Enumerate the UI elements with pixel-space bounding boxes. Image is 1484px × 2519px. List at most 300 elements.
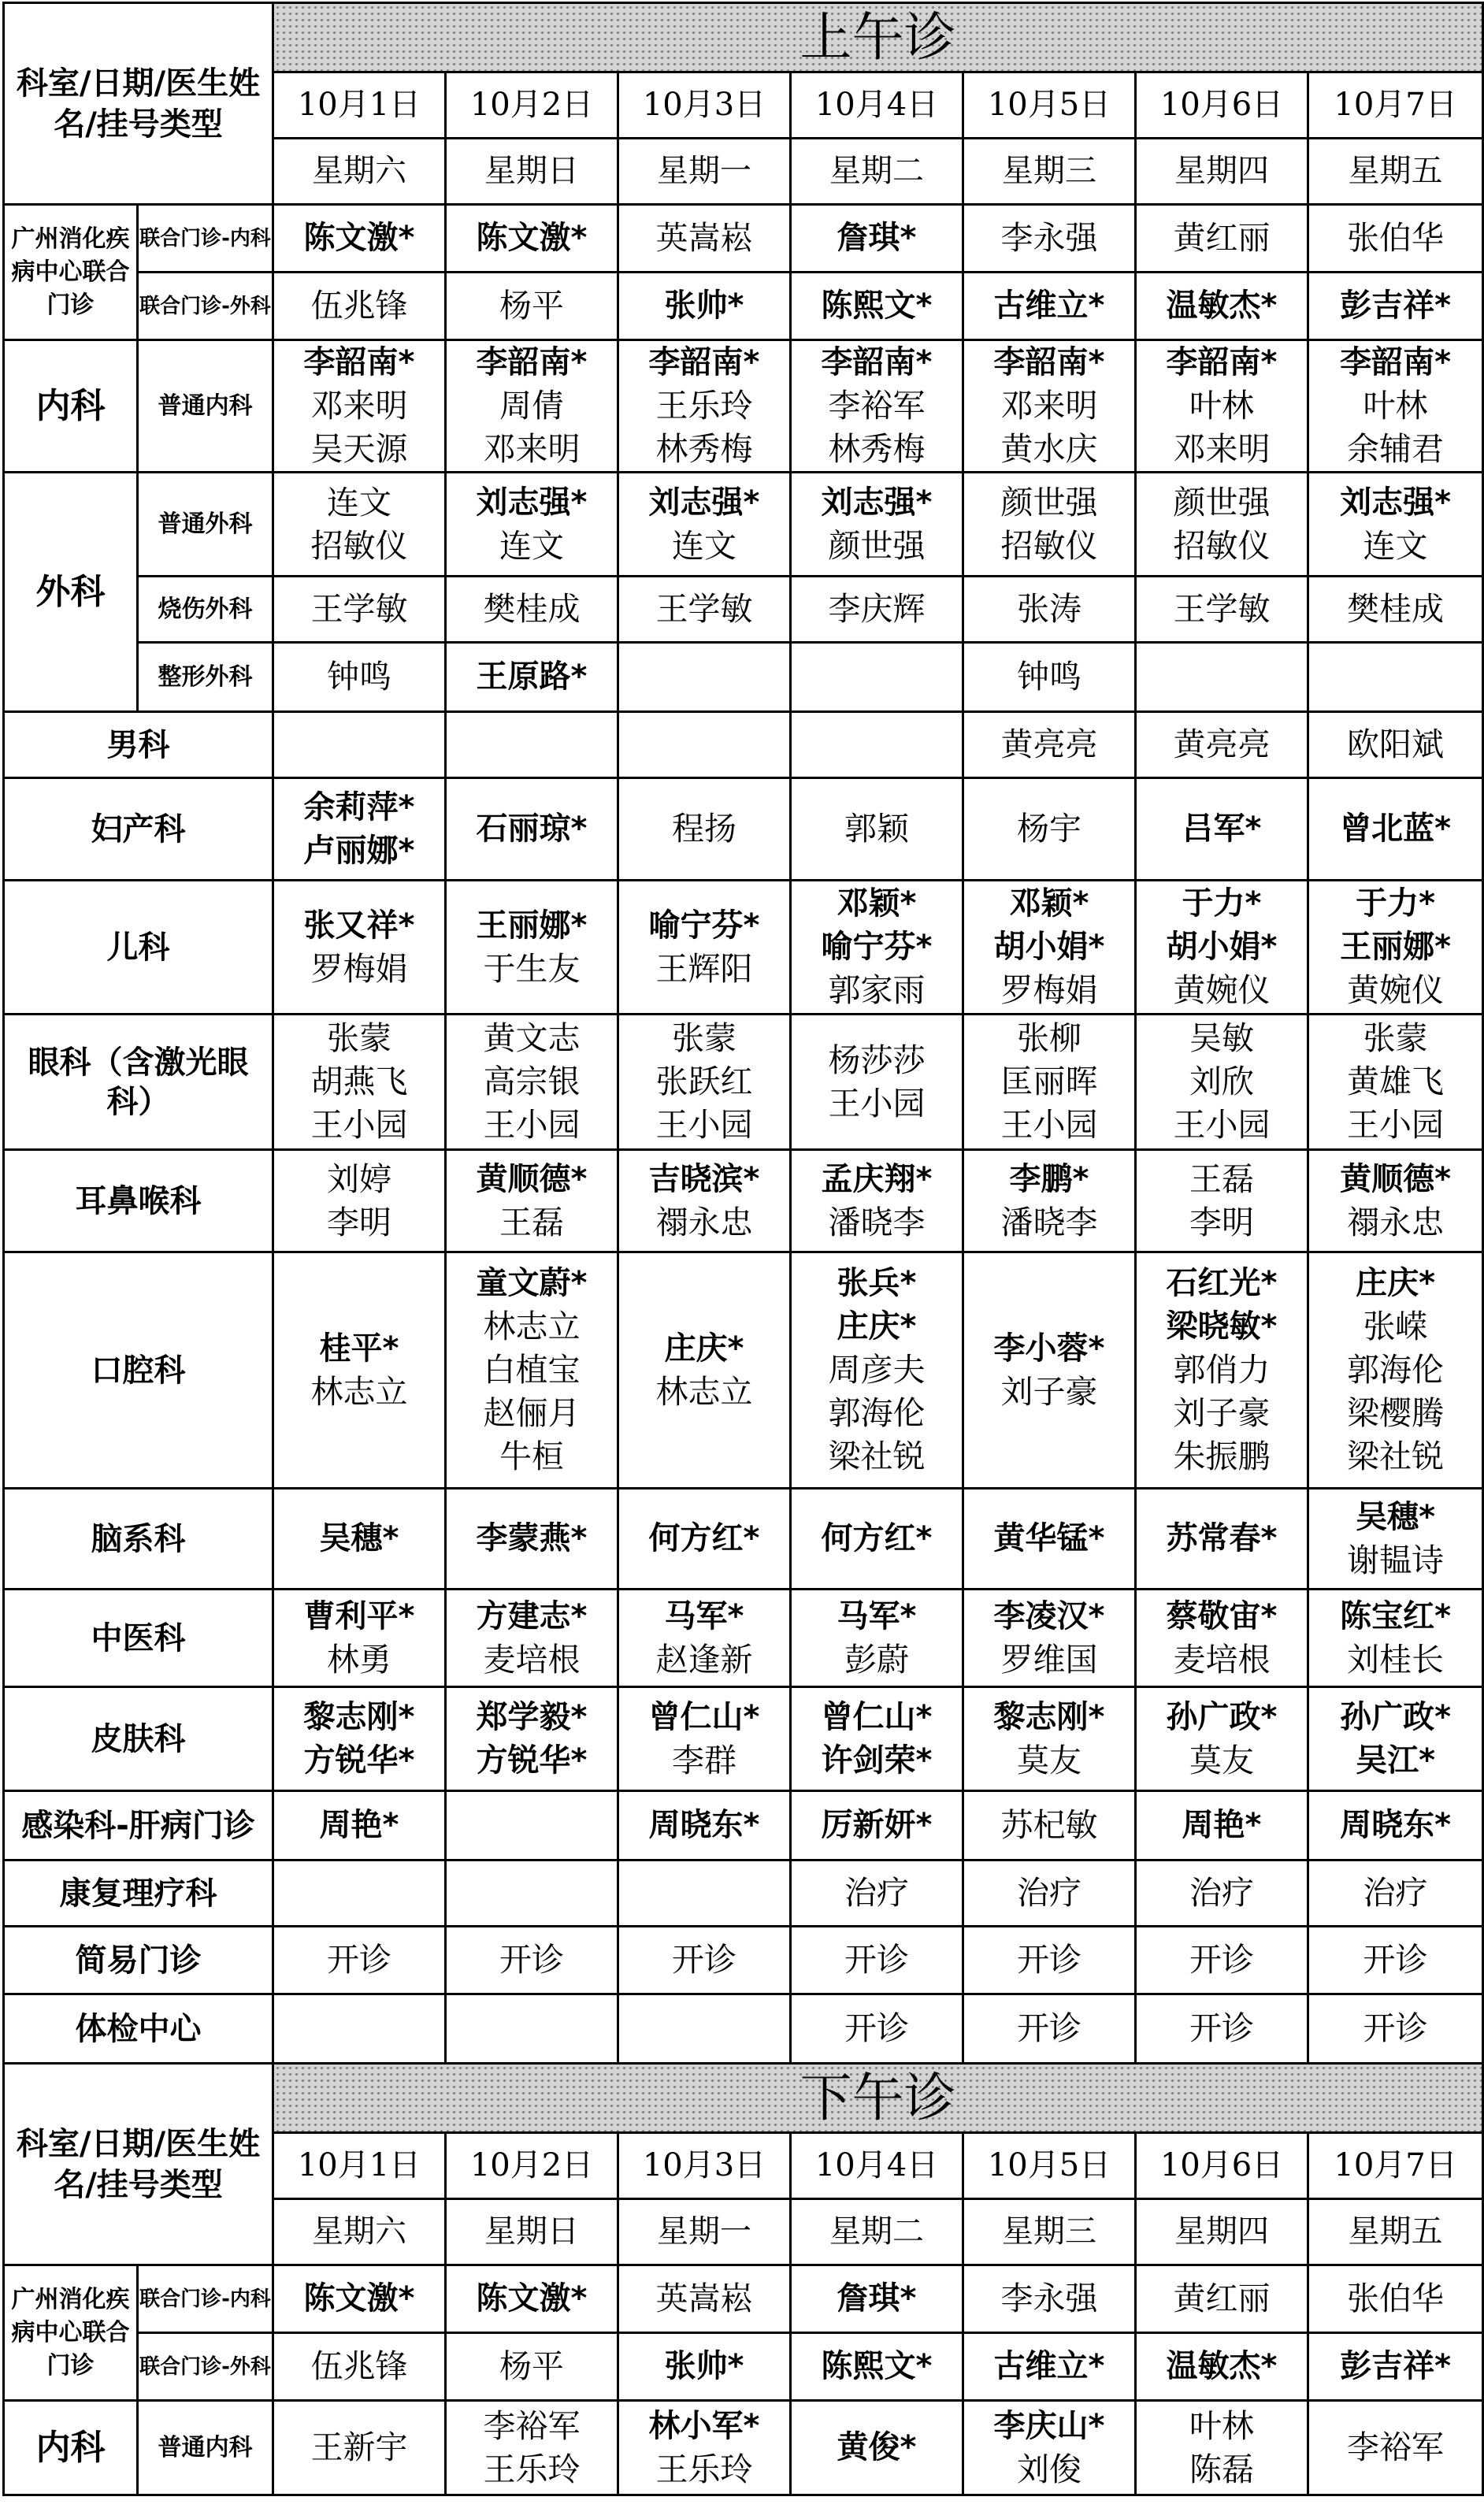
rehab-day-5 — [963, 1860, 1136, 1927]
rehab-day-1 — [273, 1860, 446, 1927]
table-row — [4, 1252, 1483, 1489]
dept-stomatology: 口腔科 — [4, 1252, 273, 1489]
pediatrics-day-6 — [1136, 881, 1308, 1015]
simple-day-2 — [446, 1927, 618, 1994]
tcm-day-4 — [791, 1590, 963, 1687]
surgery-plastic-day-1 — [273, 643, 446, 712]
surgery-general-day-1 — [273, 473, 446, 577]
doctor-name: 王磊 — [1189, 1159, 1255, 1198]
doctor-name: 陈文激* — [303, 220, 415, 256]
doctor-name: 吴敏 — [1189, 1019, 1255, 1057]
doctor-name: 邓来明 — [483, 430, 581, 468]
doctor-name: 叶林 — [1189, 2406, 1255, 2445]
doctor-name: 黄雄飞 — [1347, 1063, 1445, 1100]
surgery-burn-day-2 — [446, 577, 618, 643]
doctor-name: 周艳* — [1182, 1807, 1262, 1843]
surgery-general-day-2 — [446, 473, 618, 577]
doctor-name: 谢韫诗 — [1347, 1541, 1445, 1579]
doctor-name: 林小军* — [648, 2407, 760, 2444]
doctor-name: 李裕军 — [483, 2406, 581, 2445]
doctor-name: 白植宝 — [483, 1351, 581, 1389]
doctor-name: 伍兆锋 — [310, 2347, 408, 2385]
infection-day-4 — [791, 1791, 963, 1860]
doctor-name: 招敏仪 — [1000, 526, 1098, 565]
dept-tcm: 中医科 — [4, 1590, 273, 1687]
doctor-name: 开诊 — [327, 1941, 392, 1979]
date-header: 10月1日 — [273, 72, 446, 139]
doctor-name: 王小园 — [310, 1106, 408, 1144]
stomatology-day-2 — [446, 1252, 618, 1489]
weekday-header: 星期四 — [1136, 2199, 1308, 2265]
dept-infection: 感染科-肝病门诊 — [4, 1791, 273, 1860]
simple-day-3 — [618, 1927, 791, 1994]
date-header: 10月4日 — [791, 2133, 963, 2199]
doctor-name: 杨莎莎 — [828, 1041, 926, 1079]
doctor-name: 王学敏 — [310, 590, 408, 628]
doctor-name: 厉新妍* — [821, 1807, 933, 1843]
doctor-name: 陈文激* — [476, 2280, 588, 2317]
infection-day-5 — [963, 1791, 1136, 1860]
gz-internal-day-2 — [446, 205, 618, 273]
gz-internal-day-6 — [1136, 2265, 1308, 2333]
doctor-name: 张涛 — [1017, 590, 1082, 628]
doctor-name: 开诊 — [1189, 1941, 1255, 1979]
date-header: 10月2日 — [446, 2133, 618, 2199]
pediatrics-day-4 — [791, 881, 963, 1015]
date-header: 10月6日 — [1136, 2133, 1308, 2199]
obgyn-day-4 — [791, 778, 963, 881]
doctor-name: 朱振鹏 — [1173, 1438, 1271, 1475]
ent-day-3 — [618, 1150, 791, 1252]
andrology-day-5 — [963, 712, 1136, 778]
doctor-name: 李小蓉* — [993, 1330, 1105, 1367]
ent-day-4 — [791, 1150, 963, 1252]
doctor-name: 连文 — [672, 526, 737, 565]
stomatology-day-4 — [791, 1252, 963, 1489]
table-row — [4, 2333, 1483, 2401]
session-title: 下午诊 — [273, 2064, 1483, 2133]
doctor-name: 曾仁山* — [821, 1698, 933, 1735]
date-header: 10月7日 — [1308, 2133, 1483, 2199]
infection-day-7 — [1308, 1791, 1483, 1860]
doctor-name: 吴天源 — [310, 430, 408, 468]
doctor-name: 开诊 — [499, 1941, 565, 1979]
doctor-name: 罗梅娟 — [1000, 971, 1098, 1009]
andrology-day-6 — [1136, 712, 1308, 778]
gz-surgery-day-3 — [618, 273, 791, 340]
doctor-name: 彭吉祥* — [1340, 2348, 1452, 2384]
doctor-name: 刘婷 — [327, 1159, 392, 1198]
table-row — [4, 273, 1483, 340]
subdept-label: 普通外科 — [138, 473, 273, 577]
doctor-name: 开诊 — [844, 1941, 910, 1979]
surgery-burn-day-4 — [791, 577, 963, 643]
dermatology-day-2 — [446, 1687, 618, 1791]
simple-day-1 — [273, 1927, 446, 1994]
doctor-name: 彭蔚 — [844, 1640, 910, 1679]
dermatology-day-4 — [791, 1687, 963, 1791]
dermatology-day-7 — [1308, 1687, 1483, 1791]
doctor-name: 方建志* — [476, 1597, 588, 1634]
doctor-name: 张蒙 — [327, 1019, 392, 1057]
subdept-label: 联合门诊-外科 — [138, 2333, 273, 2401]
checkup-day-1 — [273, 1994, 446, 2064]
dept-surgery: 外科 — [4, 473, 138, 712]
ophthalmology-day-4 — [791, 1015, 963, 1150]
subdept-label: 普通内科 — [138, 340, 273, 473]
gz-internal-day-5 — [963, 205, 1136, 273]
doctor-name: 方锐华* — [476, 1742, 588, 1779]
date-header: 10月6日 — [1136, 72, 1308, 139]
surgery-burn-day-3 — [618, 577, 791, 643]
doctor-name: 邓来明 — [1000, 387, 1098, 425]
doctor-name: 李永强 — [1000, 219, 1098, 257]
subdept-label: 烧伤外科 — [138, 577, 273, 643]
doctor-name: 周晓东* — [648, 1807, 760, 1843]
dept-dermatology: 皮肤科 — [4, 1687, 273, 1791]
doctor-name: 王乐玲 — [655, 387, 753, 425]
weekday-header: 星期一 — [618, 2199, 791, 2265]
doctor-name: 李鹏* — [1009, 1160, 1089, 1197]
doctor-name: 李群 — [672, 1741, 737, 1779]
doctor-name: 黄水庆 — [1000, 430, 1098, 468]
doctor-name: 罗维国 — [1000, 1640, 1098, 1679]
doctor-name: 詹琪* — [837, 220, 917, 256]
stomatology-day-5 — [963, 1252, 1136, 1489]
doctor-name: 李韶南* — [1166, 344, 1278, 380]
doctor-name: 庄庆* — [664, 1330, 744, 1367]
table-row — [4, 3, 1483, 72]
doctor-name: 英嵩崧 — [655, 2280, 753, 2317]
doctor-name: 王新宇 — [310, 2428, 408, 2466]
table-row — [4, 1015, 1483, 1150]
doctor-name: 杨宇 — [1017, 810, 1082, 848]
obgyn-day-5 — [963, 778, 1136, 881]
pediatrics-day-2 — [446, 881, 618, 1015]
weekday-header: 星期日 — [446, 2199, 618, 2265]
doctor-name: 于生友 — [483, 949, 581, 988]
corner-label: 科室/日期/医生姓名/挂号类型 — [4, 2064, 273, 2265]
checkup-day-2 — [446, 1994, 618, 2064]
doctor-name: 周彦夫 — [828, 1351, 926, 1389]
doctor-name: 开诊 — [1189, 2009, 1255, 2047]
checkup-day-7 — [1308, 1994, 1483, 2064]
doctor-name: 卢丽娜* — [303, 832, 415, 869]
obgyn-day-3 — [618, 778, 791, 881]
gz-internal-day-5 — [963, 2265, 1136, 2333]
tcm-day-7 — [1308, 1590, 1483, 1687]
doctor-name: 刘子豪 — [1173, 1394, 1271, 1432]
surgery-plastic-day-7 — [1308, 643, 1483, 712]
rehab-day-4 — [791, 1860, 963, 1927]
dept-internal-pm: 内科 — [4, 2401, 138, 2495]
doctor-name: 王小园 — [1173, 1106, 1271, 1144]
doctor-name: 颜世强 — [828, 526, 926, 565]
rehab-day-2 — [446, 1860, 618, 1927]
doctor-name: 刘志强* — [821, 484, 933, 521]
doctor-name: 曾北蓝* — [1340, 811, 1452, 847]
doctor-name: 黄婉仪 — [1347, 971, 1445, 1009]
dept-rehab: 康复理疗科 — [4, 1860, 273, 1927]
doctor-name: 孙广政* — [1340, 1698, 1452, 1735]
doctor-name: 禤永忠 — [655, 1203, 753, 1241]
surgery-burn-day-7 — [1308, 577, 1483, 643]
neurology-day-7 — [1308, 1489, 1483, 1590]
doctor-name: 郭家雨 — [828, 971, 926, 1009]
doctor-name: 刘子豪 — [1000, 1372, 1098, 1411]
checkup-day-4 — [791, 1994, 963, 2064]
neurology-day-1 — [273, 1489, 446, 1590]
date-header: 10月2日 — [446, 72, 618, 139]
infection-day-2 — [446, 1791, 618, 1860]
doctor-name: 刘俊 — [1017, 2450, 1082, 2488]
gz-surgery-day-4 — [791, 273, 963, 340]
surgery-general-day-7 — [1308, 473, 1483, 577]
doctor-name: 招敏仪 — [1173, 526, 1271, 565]
doctor-name: 樊桂成 — [483, 590, 581, 628]
ent-day-7 — [1308, 1150, 1483, 1252]
neurology-day-3 — [618, 1489, 791, 1590]
ophthalmology-day-3 — [618, 1015, 791, 1150]
neurology-day-5 — [963, 1489, 1136, 1590]
pediatrics-day-5 — [963, 881, 1136, 1015]
doctor-name: 余辅君 — [1347, 430, 1445, 468]
internal-general-day-2 — [446, 340, 618, 473]
doctor-name: 庄庆* — [1356, 1265, 1436, 1301]
doctor-name: 邓颖* — [1009, 885, 1089, 922]
doctor-name: 杨平 — [499, 287, 565, 325]
andrology-day-3 — [618, 712, 791, 778]
dept-obgyn: 妇产科 — [4, 778, 273, 881]
andrology-day-2 — [446, 712, 618, 778]
gz-surgery-day-6 — [1136, 2333, 1308, 2401]
ent-day-2 — [446, 1150, 618, 1252]
doctor-name: 詹琪* — [837, 2280, 917, 2317]
rehab-day-3 — [618, 1860, 791, 1927]
date-header: 10月5日 — [963, 72, 1136, 139]
simple-day-5 — [963, 1927, 1136, 1994]
table-row — [4, 1994, 1483, 2064]
doctor-name: 开诊 — [1017, 1941, 1082, 1979]
dept-simple: 简易门诊 — [4, 1927, 273, 1994]
doctor-name: 黎志刚* — [993, 1698, 1105, 1735]
doctor-name: 梁晓敏* — [1166, 1308, 1278, 1345]
gz-internal-day-6 — [1136, 205, 1308, 273]
doctor-name: 赵逢新 — [655, 1640, 753, 1679]
table-row — [4, 1927, 1483, 1994]
doctor-name: 黄俊* — [837, 2429, 917, 2465]
dept-andrology: 男科 — [4, 712, 273, 778]
pm-internal-general-day-3 — [618, 2401, 791, 2495]
doctor-name: 许剑荣* — [821, 1742, 933, 1779]
tcm-day-2 — [446, 1590, 618, 1687]
doctor-name: 莫友 — [1189, 1741, 1255, 1779]
table-row — [4, 2265, 1483, 2333]
subdept-label: 普通内科 — [138, 2401, 273, 2495]
doctor-name: 石丽琼* — [476, 811, 588, 847]
dept-neurology: 脑系科 — [4, 1489, 273, 1590]
doctor-name: 林志立 — [655, 1372, 753, 1411]
subdept-label: 联合门诊-外科 — [138, 273, 273, 340]
doctor-name: 桂平* — [319, 1330, 399, 1367]
doctor-name: 林秀梅 — [828, 430, 926, 468]
subdept-label: 联合门诊-内科 — [138, 205, 273, 273]
gz-surgery-day-2 — [446, 273, 618, 340]
andrology-day-4 — [791, 712, 963, 778]
doctor-name: 叶林 — [1363, 387, 1428, 425]
doctor-name: 吴穗* — [1356, 1498, 1436, 1535]
surgery-general-day-5 — [963, 473, 1136, 577]
dermatology-day-1 — [273, 1687, 446, 1791]
doctor-name: 刘志强* — [476, 484, 588, 521]
gz-internal-day-7 — [1308, 2265, 1483, 2333]
obgyn-day-2 — [446, 778, 618, 881]
gz-internal-day-2 — [446, 2265, 618, 2333]
surgery-burn-day-1 — [273, 577, 446, 643]
doctor-name: 钟鸣 — [1017, 658, 1082, 696]
obgyn-day-7 — [1308, 778, 1483, 881]
doctor-name: 李裕军 — [828, 387, 926, 425]
ent-day-6 — [1136, 1150, 1308, 1252]
weekday-header: 星期三 — [963, 139, 1136, 205]
gz-surgery-day-3 — [618, 2333, 791, 2401]
doctor-name: 颜世强 — [1173, 483, 1271, 521]
doctor-name: 梁社锐 — [1347, 1438, 1445, 1475]
doctor-name: 温敏杰* — [1166, 2348, 1278, 2384]
doctor-name: 石红光* — [1166, 1265, 1278, 1301]
obgyn-day-1 — [273, 778, 446, 881]
date-header: 10月5日 — [963, 2133, 1136, 2199]
doctor-name: 林志立 — [483, 1308, 581, 1345]
doctor-name: 张跃红 — [655, 1063, 753, 1100]
doctor-name: 刘桂长 — [1347, 1640, 1445, 1679]
ophthalmology-day-2 — [446, 1015, 618, 1150]
doctor-name: 林志立 — [310, 1372, 408, 1411]
dept-ophthalmology: 眼科（含激光眼科） — [4, 1015, 273, 1150]
doctor-name: 邓颖* — [837, 885, 917, 922]
table-row — [4, 1590, 1483, 1687]
checkup-day-6 — [1136, 1994, 1308, 2064]
doctor-name: 古维立* — [993, 2348, 1105, 2384]
neurology-day-4 — [791, 1489, 963, 1590]
doctor-name: 于力* — [1356, 885, 1436, 922]
corner-label: 科室/日期/医生姓名/挂号类型 — [4, 3, 273, 205]
doctor-name: 吴江* — [1356, 1742, 1436, 1779]
doctor-name: 黎志刚* — [303, 1698, 415, 1735]
doctor-name: 王磊 — [499, 1203, 565, 1241]
doctor-name: 王学敏 — [1173, 590, 1271, 628]
pediatrics-day-3 — [618, 881, 791, 1015]
gz-surgery-day-5 — [963, 2333, 1136, 2401]
doctor-name: 莫友 — [1017, 1741, 1082, 1779]
subdept-label: 联合门诊-内科 — [138, 2265, 273, 2333]
doctor-name: 王小园 — [1000, 1106, 1098, 1144]
simple-day-4 — [791, 1927, 963, 1994]
gz-joint-clinic-label: 广州消化疾病中心联合门诊 — [4, 2265, 138, 2401]
andrology-day-1 — [273, 712, 446, 778]
doctor-name: 张嵘 — [1363, 1308, 1428, 1345]
doctor-name: 治疗 — [1363, 1874, 1428, 1912]
table-row — [4, 473, 1483, 577]
pediatrics-day-1 — [273, 881, 446, 1015]
table-row — [4, 340, 1483, 473]
doctor-name: 孟庆翔* — [821, 1160, 933, 1197]
stomatology-day-1 — [273, 1252, 446, 1489]
doctor-name: 郭颖 — [844, 810, 910, 848]
table-row — [4, 1791, 1483, 1860]
doctor-name: 麦培根 — [1173, 1640, 1271, 1679]
doctor-name: 罗梅娟 — [310, 949, 408, 988]
tcm-day-5 — [963, 1590, 1136, 1687]
gz-internal-day-3 — [618, 2265, 791, 2333]
surgery-general-day-6 — [1136, 473, 1308, 577]
doctor-name: 张柳 — [1017, 1019, 1082, 1057]
doctor-name: 开诊 — [1363, 2009, 1428, 2047]
simple-day-7 — [1308, 1927, 1483, 1994]
ophthalmology-day-1 — [273, 1015, 446, 1150]
doctor-name: 黄婉仪 — [1173, 971, 1271, 1009]
doctor-name: 王丽娜* — [476, 907, 588, 944]
gz-surgery-day-1 — [273, 273, 446, 340]
doctor-name: 李凌汉* — [993, 1597, 1105, 1634]
date-header: 10月3日 — [618, 72, 791, 139]
surgery-plastic-day-5 — [963, 643, 1136, 712]
doctor-name: 胡小娟* — [993, 929, 1105, 965]
surgery-plastic-day-3 — [618, 643, 791, 712]
doctor-name: 开诊 — [672, 1941, 737, 1979]
surgery-general-day-4 — [791, 473, 963, 577]
doctor-name: 孙广政* — [1166, 1698, 1278, 1735]
doctor-name: 治疗 — [844, 1874, 910, 1912]
doctor-name: 李韶南* — [993, 344, 1105, 380]
surgery-plastic-day-6 — [1136, 643, 1308, 712]
ent-day-5 — [963, 1150, 1136, 1252]
weekday-header: 星期日 — [446, 139, 618, 205]
weekday-header: 星期四 — [1136, 139, 1308, 205]
weekday-header: 星期二 — [791, 2199, 963, 2265]
doctor-name: 林勇 — [327, 1640, 392, 1679]
gz-surgery-day-7 — [1308, 273, 1483, 340]
doctor-name: 方锐华* — [303, 1742, 415, 1779]
doctor-name: 余莉萍* — [303, 788, 415, 825]
simple-day-6 — [1136, 1927, 1308, 1994]
doctor-name: 黄红丽 — [1173, 2280, 1271, 2317]
doctor-name: 林秀梅 — [655, 430, 753, 468]
doctor-name: 刘欣 — [1189, 1063, 1255, 1100]
doctor-name: 潘晓李 — [828, 1203, 926, 1241]
doctor-name: 马军* — [837, 1597, 917, 1634]
doctor-name: 喻宁芬* — [821, 929, 933, 965]
doctor-name: 杨平 — [499, 2347, 565, 2385]
doctor-name: 李韶南* — [303, 344, 415, 380]
table-row — [4, 1860, 1483, 1927]
doctor-name: 胡燕飞 — [310, 1063, 408, 1100]
stomatology-day-7 — [1308, 1252, 1483, 1489]
doctor-name: 曾仁山* — [648, 1698, 760, 1735]
table-row — [4, 1489, 1483, 1590]
doctor-name: 黄华锰* — [993, 1520, 1105, 1556]
pm-internal-general-day-2 — [446, 2401, 618, 2495]
doctor-name: 钟鸣 — [327, 658, 392, 696]
subdept-label: 整形外科 — [138, 643, 273, 712]
doctor-name: 麦培根 — [483, 1640, 581, 1679]
doctor-name: 王乐玲 — [483, 2450, 581, 2488]
session-title: 上午诊 — [273, 3, 1483, 72]
surgery-burn-day-6 — [1136, 577, 1308, 643]
tcm-day-3 — [618, 1590, 791, 1687]
dermatology-day-6 — [1136, 1687, 1308, 1791]
gz-internal-day-4 — [791, 205, 963, 273]
